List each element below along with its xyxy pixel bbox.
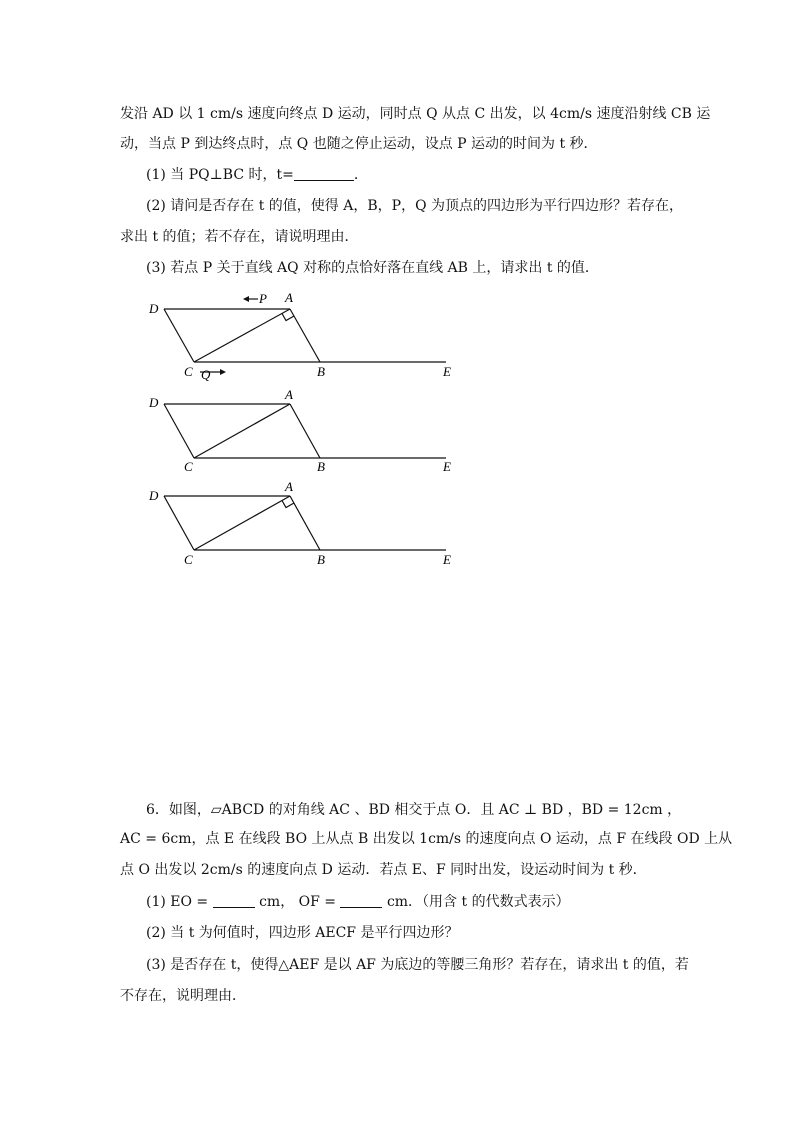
problem6-q1-a: (1) EO =: [146, 894, 209, 910]
answer-blank-of: [340, 893, 382, 908]
label-c: C: [184, 552, 193, 567]
segment-ca: [194, 309, 290, 362]
label-d: D: [149, 395, 159, 410]
problem5-q1: [146, 165, 368, 185]
figure-2: [140, 385, 470, 480]
segment-ab: [290, 309, 320, 362]
arrow-q-head: [220, 369, 226, 375]
figure-3: [140, 478, 470, 573]
problem6-q1-b: cm， OF =: [259, 894, 337, 910]
label-c: C: [184, 459, 193, 474]
problem5-q1-text: (1) 当 PQ⊥BC 时，t=: [146, 167, 294, 183]
label-b: B: [317, 459, 325, 474]
problem5-line1: 发沿 AD 以 1 cm/s 速度向终点 D 运动，同时点 Q 从点 C 出发，以 4cm/s 速度沿射线 CB 运: [120, 106, 711, 122]
label-c: C: [184, 364, 193, 379]
label-b: B: [317, 364, 325, 379]
figure-1: [140, 288, 470, 383]
label-e: E: [443, 364, 451, 379]
problem6-line2: AC = 6cm，点 E 在线段 BO 上从点 B 出发以 1cm/s 的速度向点 O 运动，点 F 在线段 OD 上从: [120, 831, 733, 847]
label-d: D: [149, 488, 159, 503]
label-b: B: [317, 552, 325, 567]
segment-dc: [164, 309, 194, 362]
problem6-line1: 6．如图，▱ABCD 的对角线 AC 、BD 相交于点 O．且 AC ⊥ BD ，BD = 12cm ，: [146, 802, 682, 818]
arrow-p-head: [243, 296, 249, 302]
problem6-q3-line1: (3) 是否存在 t，使得△AEF 是以 AF 为底边的等腰三角形？若存在，请求出 t 的值，若: [146, 957, 689, 973]
problem5-q1-end: ．: [353, 167, 368, 183]
problem6-q2: (2) 当 t 为何值时，四边形 AECF 是平行四边形？: [146, 925, 459, 941]
label-a: A: [285, 387, 293, 402]
problem6-q3-line2: 不存在，说明理由．: [120, 988, 246, 1004]
label-e: E: [443, 459, 451, 474]
problem6-q1-c: cm．（用含 t 的代数式表示）: [386, 894, 570, 910]
right-angle-mark: [282, 314, 294, 321]
problem6-line3: 点 O 出发以 2cm/s 的速度向点 D 运动．若点 E、F 同时出发，设运动时间为 t 秒．: [120, 862, 647, 878]
problem5-q2-line2: 求出 t 的值；若不存在，请说明理由．: [120, 229, 359, 245]
problem5-q2-line1: (2) 请问是否存在 t 的值，使得 A，B，P，Q 为顶点的四边形为平行四边形？若存在，: [146, 198, 684, 214]
label-e: E: [443, 552, 451, 567]
answer-blank: [294, 166, 354, 181]
problem5-q3: (3) 若点 P 关于直线 AQ 对称的点恰好落在直线 AB 上，请求出 t 的值．: [146, 260, 599, 276]
label-d: D: [149, 301, 159, 316]
label-q: Q: [201, 367, 211, 382]
problem6-q1: [146, 892, 570, 912]
label-a: A: [285, 479, 293, 494]
answer-blank-eo: [213, 893, 255, 908]
problem5-line2: 动，当点 P 到达终点时，点 Q 也随之停止运动，设点 P 运动的时间为 t 秒．: [120, 136, 598, 152]
label-a: A: [285, 290, 293, 305]
label-p: P: [259, 291, 267, 306]
